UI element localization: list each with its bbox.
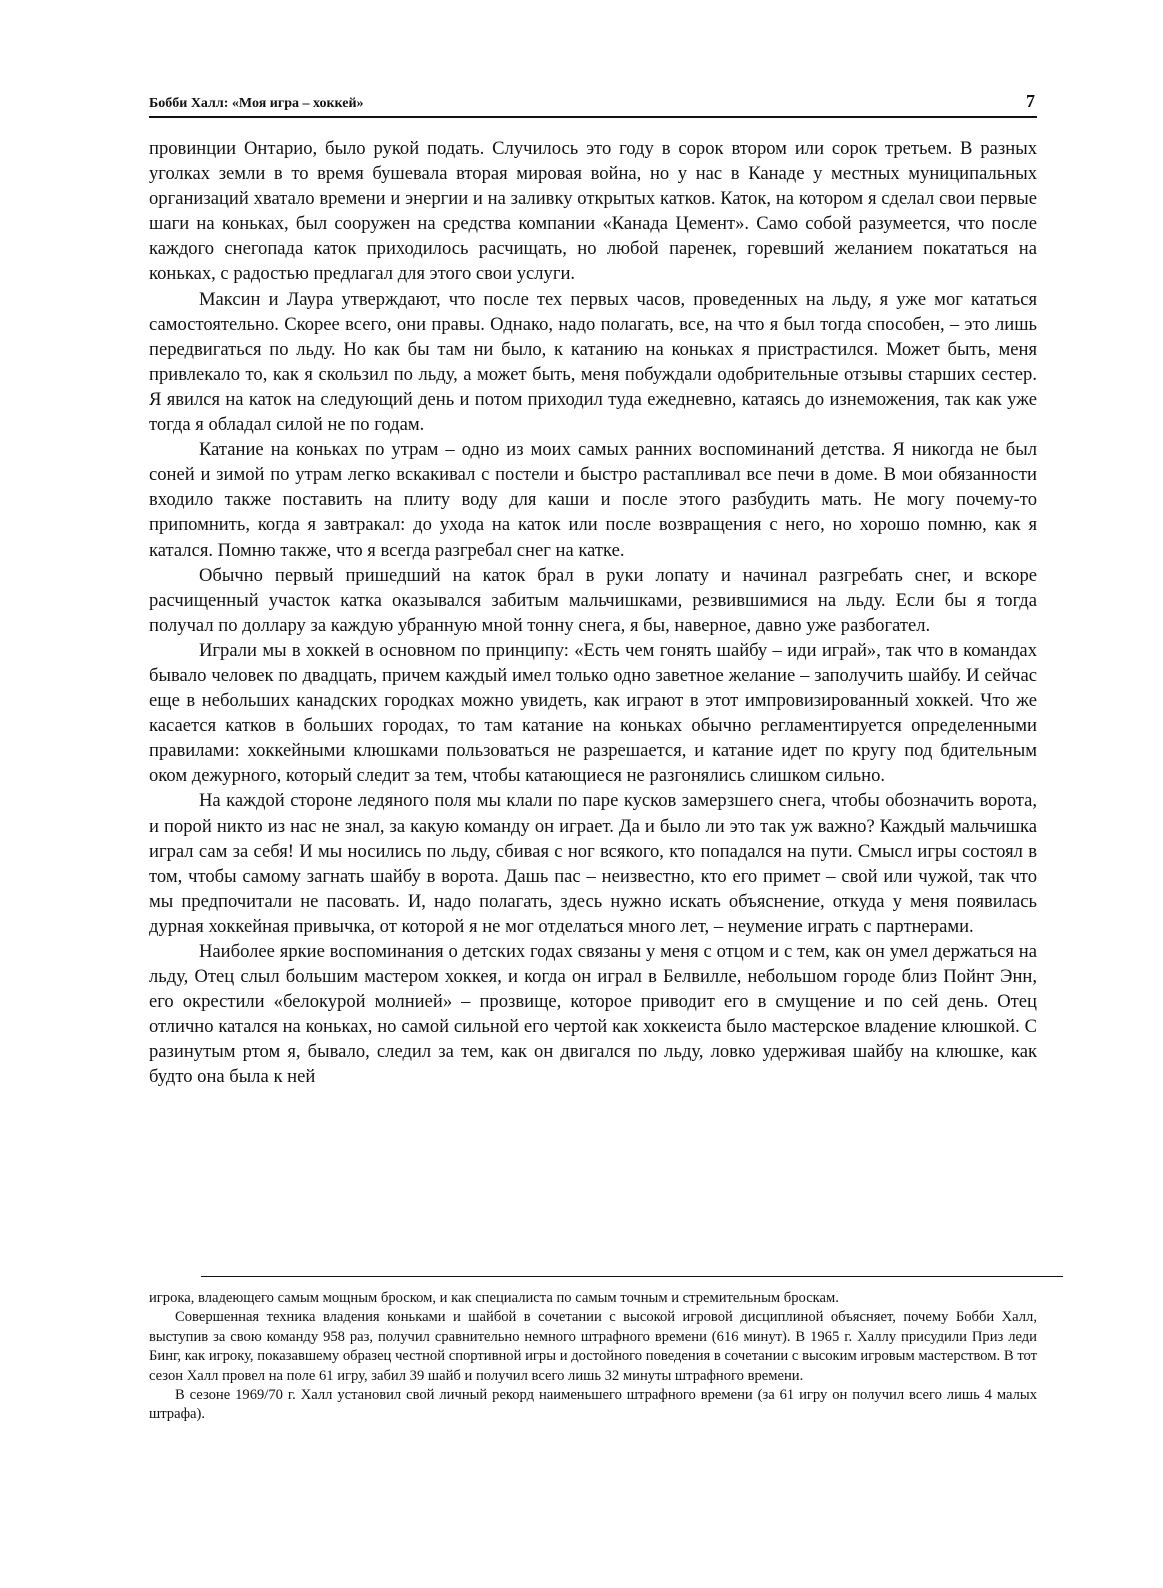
body-text	[149, 136, 1037, 1090]
footnote: В сезоне 1969/70 г. Халл установил свой личный рекорд наименьшего штрафного времени (за 61 игру он получил всего лишь 4 малых штрафа).	[149, 1387, 1037, 1423]
page	[149, 88, 1037, 1090]
book-title: Бобби Халл: «Моя игра – хоккей»	[149, 96, 364, 111]
paragraph: Максин и Лаура утверждают, что после тех первых часов, проведенных на льду, я уже мог кататься самостоятельно. Скорее всего, они правы. Однако, надо полагать, все, на что я был тогда способен, – это лишь передвигаться по льду. Но как бы там ни было, к катанию на коньках я пристрастился. Может быть, меня привлекало то, как я скользил по льду, а может быть, меня побуждали одобрительные отзывы старших сестер. Я явился на каток на следующий день и потом приходил туда ежедневно, катаясь до изнеможения, так как уже тогда я обладал силой не по годам.	[149, 288, 1037, 436]
paragraph: На каждой стороне ледяного поля мы клали по паре кусков замерзшего снега, чтобы обозначить ворота, и порой никто из нас не знал, за какую команду он играет. Да и было ли это так уж важно? Каждый мальчишка играл сам за себя! И мы носились по льду, сбивая с ног всякого, кто попадался на пути. Смысл игры состоял в том, чтобы самому загнать шайбу в ворота. Дашь пас – неизвестно, кто его примет – свой или чужой, так что мы предпочитали не пасовать. И, надо полагать, здесь нужно искать объяснение, откуда у меня появилась дурная хоккейная привычка, от которой я не мог отделаться много лет, – неумение играть с партнерами.	[149, 790, 1037, 937]
paragraph: Обычно первый пришедший на каток брал в руки лопату и начинал разгребать снег, и вскоре расчищенный участок катка оказывался забитым мальчишками, резвившимися на льду. Если бы я тогда получал по доллару за каждую убранную мной тонну снега, я бы, наверное, давно уже разбогател.	[149, 564, 1037, 636]
footnote: Совершенная техника владения коньками и шайбой в сочетании с высокой игровой дисциплиной объясняет, почему Бобби Халл, выступив за свою команду 958 раз, получил сравнительно немного штрафного времени (616 минут). В 1965 г. Халлу присудили Приз леди Бинг, как игроку, показавшему образец честной спортивной игры и достойного поведения в сочетании с высоким игровым мастерством. В тот сезон Халл провел на поле 61 игру, забил 39 шайб и получил всего лишь 32 минуты штрафного времени.	[149, 1309, 1037, 1384]
page-number: 7	[1026, 91, 1035, 111]
running-header	[149, 88, 1037, 118]
paragraph: Играли мы в хоккей в основном по принципу: «Есть чем гонять шайбу – иди играй», так что в командах бывало человек по двадцать, причем каждый имел только одно заветное желание – заполучить шайбу. И сейчас еще в небольших канадских городках можно увидеть, как играют в этот импровизированный хоккей. Что же касается катков в больших городах, то там катание на коньках обычно регламентируется определенными правилами: хоккейными клюшками пользоваться не разрешается, и катание идет по кругу под бдительным оком дежурного, который следит за тем, чтобы катающиеся не разгонялись слишком сильно.	[149, 639, 1037, 787]
paragraph: провинции Онтарио, было рукой подать. Случилось это году в сорок втором или сорок третьем. В разных уголках земли в то время бушевала вторая мировая война, но у нас в Канаде у местных муниципальных организаций хватало времени и энергии и на заливку открытых катков. Каток, на котором я сделал свои первые шаги на коньках, был сооружен на средства компании «Канада Цемент». Само собой разумеется, что после каждого снегопада каток приходилось расчищать, но любой паренек, горевший желанием покататься на коньках, с радостью предлагал для этого свои услуги.	[149, 138, 1037, 285]
paragraph: Катание на коньках по утрам – одно из моих самых ранних воспоминаний детства. Я никогда не был соней и зимой по утрам легко вскакивал с постели и быстро растапливал все печи в доме. В мои обязанности входило также поставить на плиту воду для каши и после этого разбудить мать. Не могу почему-то припомнить, когда я завтракал: до ухода на каток или после возвращения с него, но хорошо помню, как я катался. Помню также, что я всегда разгребал снег на катке.	[149, 439, 1037, 561]
footnote: игрока, владеющего самым мощным броском, и как специалиста по самым точным и стремительным броскам.	[149, 1290, 839, 1306]
paragraph: Наиболее яркие воспоминания о детских годах связаны у меня с отцом и с тем, как он умел держаться на льду, Отец слыл большим мастером хоккея, и когда он играл в Белвилле, небольшом городе близ Пойнт Энн, его окрестили «белокурой молнией» – прозвище, которое приводит его в смущение и по сей день. Отец отлично катался на коньках, но самой сильной его чертой как хоккеиста было мастерское владение клюшкой. С разинутым ртом я, бывало, следил за тем, как он двигался по льду, ловко удерживая шайбу на клюшке, как будто она была к ней	[149, 941, 1037, 1088]
footnotes	[149, 1289, 1037, 1425]
footnote-divider	[201, 1276, 1063, 1277]
